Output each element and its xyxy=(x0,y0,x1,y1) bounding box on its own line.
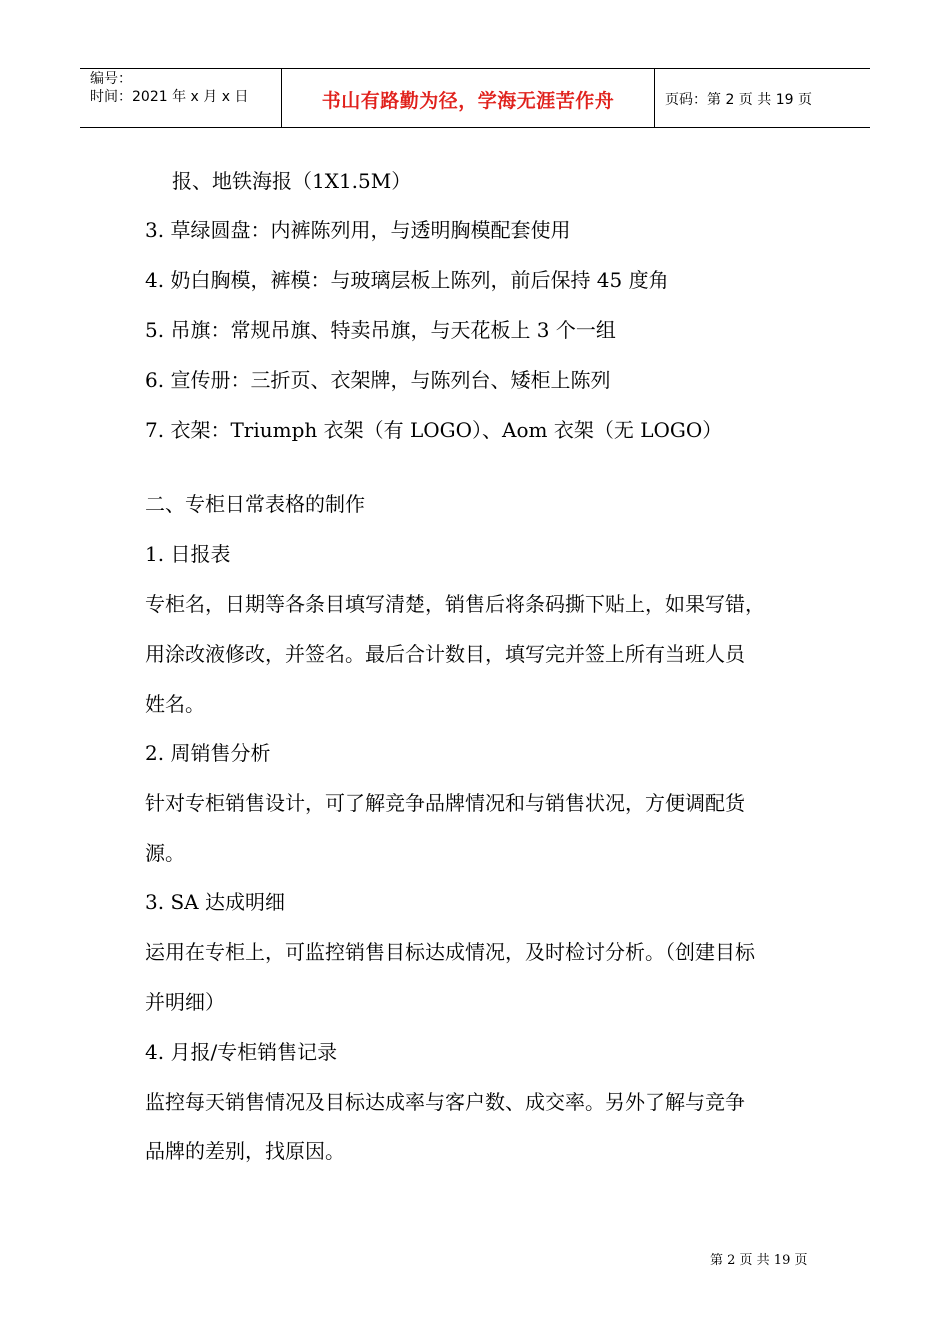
section-heading: 二、专柜日常表格的制作 xyxy=(145,492,365,516)
subsection-heading: 3. SA 达成明细 xyxy=(145,890,285,914)
paragraph-line: 源。 xyxy=(145,841,185,865)
paragraph-line: 监控每天销售情况及目标达成率与客户数、成交率。另外了解与竞争 xyxy=(145,1090,745,1114)
header-time-label: 时间：2021 年 x 月 x 日 xyxy=(90,89,249,105)
header-divider xyxy=(654,69,655,128)
paragraph-line: 专柜名，日期等各条目填写清楚，销售后将条码撕下贴上，如果写错， xyxy=(145,592,765,616)
list-item: 7. 衣架：Triumph 衣架（有 LOGO）、Aom 衣架（无 LOGO） xyxy=(145,418,723,442)
header-motto: 书山有路勤为径，学海无涯苦作舟 xyxy=(321,90,615,112)
header-page-info: 页码：第 2 页 共 19 页 xyxy=(665,92,812,108)
subsection-heading: 1. 日报表 xyxy=(145,542,231,566)
body-line: 报、地铁海报（1X1.5M） xyxy=(172,169,412,193)
subsection-heading: 4. 月报/专柜销售记录 xyxy=(145,1040,338,1064)
subsection-heading: 2. 周销售分析 xyxy=(145,741,271,765)
page-header xyxy=(80,68,870,128)
header-meta xyxy=(90,70,248,106)
list-item: 4. 奶白胸模，裤模：与玻璃层板上陈列，前后保持 45 度角 xyxy=(145,268,669,292)
paragraph-line: 并明细） xyxy=(145,990,225,1014)
paragraph-line: 运用在专柜上，可监控销售目标达成情况，及时检讨分析。（创建目标 xyxy=(145,940,755,964)
list-item: 3. 草绿圆盘：内裤陈列用，与透明胸模配套使用 xyxy=(145,218,571,242)
list-item: 6. 宣传册：三折页、衣架牌，与陈列台、矮柜上陈列 xyxy=(145,368,611,392)
paragraph-line: 用涂改液修改，并签名。最后合计数目，填写完并签上所有当班人员 xyxy=(145,642,745,666)
paragraph-line: 针对专柜销售设计，可了解竞争品牌情况和与销售状况，方便调配货 xyxy=(145,791,745,815)
list-item: 5. 吊旗：常规吊旗、特卖吊旗，与天花板上 3 个一组 xyxy=(145,318,616,342)
page-footer: 第 2 页 共 19 页 xyxy=(710,1253,808,1268)
header-number-label: 编号： xyxy=(90,71,132,87)
paragraph-line: 姓名。 xyxy=(145,692,205,716)
paragraph-line: 品牌的差别，找原因。 xyxy=(145,1139,345,1163)
